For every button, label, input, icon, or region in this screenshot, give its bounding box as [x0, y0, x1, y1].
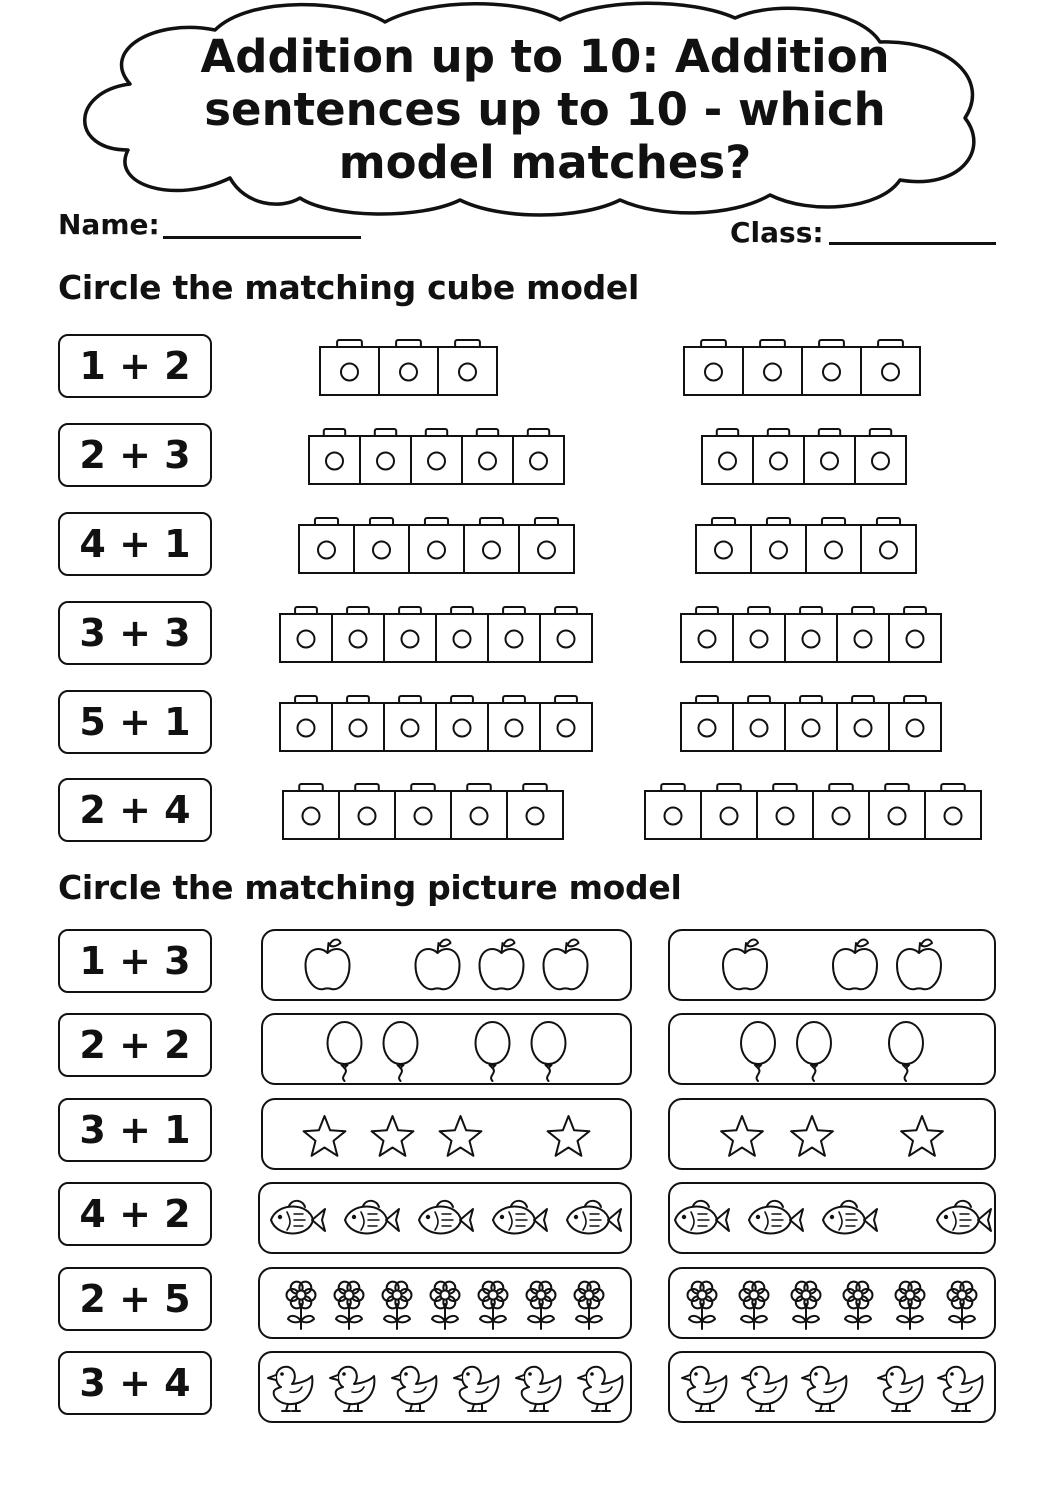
flower-icon — [431, 1282, 460, 1329]
flower-icon — [383, 1282, 412, 1329]
cube-option-right[interactable] — [694, 514, 918, 576]
star-icon — [791, 1116, 833, 1156]
cube-icon — [436, 607, 488, 662]
cube-icon — [785, 607, 837, 662]
cube-section-heading: Circle the matching cube model — [58, 268, 640, 307]
duck-icon — [516, 1367, 560, 1411]
cube-icon — [861, 340, 920, 395]
cube-icon — [645, 784, 701, 839]
picture-model — [668, 1267, 996, 1339]
flower-icon — [335, 1282, 364, 1329]
flower-icon — [479, 1282, 508, 1329]
cube-icon — [889, 607, 941, 662]
flower-icon — [948, 1282, 977, 1329]
balloon-icon — [797, 1022, 831, 1081]
cube-icon — [280, 696, 332, 751]
cube-equation-box: 3 + 3 — [58, 601, 212, 665]
cube-icon — [540, 696, 592, 751]
cube-option-left[interactable] — [318, 336, 499, 398]
cube-icon — [299, 518, 354, 573]
cube-icon — [513, 429, 564, 484]
cube-icon — [869, 784, 925, 839]
balloon-icon — [384, 1022, 418, 1081]
flower-icon — [740, 1282, 769, 1329]
picture-model — [261, 1013, 632, 1085]
picture-equation-box: 3 + 1 — [58, 1098, 212, 1162]
picture-model — [668, 1182, 996, 1254]
cube-option-right[interactable] — [679, 692, 943, 754]
cube-icon — [837, 696, 889, 751]
cube-icon — [696, 518, 751, 573]
cube-icon — [806, 518, 861, 573]
fish-icon — [675, 1201, 729, 1234]
cube-icon — [507, 784, 563, 839]
fish-icon — [271, 1201, 325, 1234]
duck-icon — [878, 1367, 922, 1411]
cube-option-right[interactable] — [679, 603, 943, 665]
cube-icon — [411, 429, 462, 484]
star-icon — [548, 1116, 590, 1156]
cube-option-right[interactable] — [643, 780, 983, 842]
cube-option-left[interactable] — [278, 603, 594, 665]
balloon-icon — [328, 1022, 362, 1081]
flower-icon — [844, 1282, 873, 1329]
fish-icon — [493, 1201, 547, 1234]
fish-icon — [749, 1201, 803, 1234]
fish-icon — [419, 1201, 473, 1234]
cube-icon — [757, 784, 813, 839]
cube-icon — [804, 429, 855, 484]
duck-icon — [392, 1367, 436, 1411]
cube-option-left[interactable] — [297, 514, 576, 576]
duck-icon — [454, 1367, 498, 1411]
duck-icon — [578, 1367, 622, 1411]
star-icon — [304, 1116, 346, 1156]
cube-icon — [332, 696, 384, 751]
star-icon — [721, 1116, 763, 1156]
flower-icon — [792, 1282, 821, 1329]
cube-icon — [438, 340, 497, 395]
duck-icon — [742, 1367, 786, 1411]
picture-model — [668, 1013, 996, 1085]
star-icon — [372, 1116, 414, 1156]
cube-icon — [802, 340, 861, 395]
cube-icon — [702, 429, 753, 484]
apple-icon — [480, 940, 524, 990]
picture-model — [261, 1098, 632, 1170]
picture-model — [258, 1351, 632, 1423]
picture-equation-box: 1 + 3 — [58, 929, 212, 993]
fish-icon — [823, 1201, 877, 1234]
cube-icon — [540, 607, 592, 662]
picture-equation-box: 3 + 4 — [58, 1351, 212, 1415]
picture-model — [668, 929, 996, 1001]
cube-icon — [837, 607, 889, 662]
cube-icon — [280, 607, 332, 662]
class-line[interactable] — [829, 242, 996, 245]
cube-icon — [785, 696, 837, 751]
cube-icon — [681, 607, 733, 662]
cube-icon — [360, 429, 411, 484]
flower-icon — [896, 1282, 925, 1329]
cube-icon — [354, 518, 409, 573]
star-icon — [440, 1116, 482, 1156]
cube-option-right[interactable] — [682, 336, 922, 398]
duck-icon — [682, 1367, 726, 1411]
fish-icon — [937, 1201, 991, 1234]
cube-option-left[interactable] — [278, 692, 594, 754]
cube-icon — [395, 784, 451, 839]
duck-icon — [938, 1367, 982, 1411]
name-label: Name: — [58, 208, 160, 241]
cube-icon — [409, 518, 464, 573]
cube-icon — [332, 607, 384, 662]
cube-icon — [339, 784, 395, 839]
cube-icon — [283, 784, 339, 839]
cube-icon — [753, 429, 804, 484]
cube-icon — [733, 696, 785, 751]
apple-icon — [897, 940, 941, 990]
cube-icon — [684, 340, 743, 395]
picture-equation-box: 4 + 2 — [58, 1182, 212, 1246]
apple-icon — [544, 940, 588, 990]
cube-icon — [813, 784, 869, 839]
cube-icon — [855, 429, 906, 484]
flower-icon — [527, 1282, 556, 1329]
cube-icon — [462, 429, 513, 484]
cube-icon — [925, 784, 981, 839]
cube-icon — [451, 784, 507, 839]
flower-icon — [575, 1282, 604, 1329]
cube-icon — [384, 696, 436, 751]
picture-model — [668, 1351, 996, 1423]
apple-icon — [306, 940, 350, 990]
name-line[interactable] — [163, 236, 361, 239]
cube-icon — [436, 696, 488, 751]
cube-option-left[interactable] — [307, 425, 566, 487]
cube-icon — [309, 429, 360, 484]
cube-icon — [488, 696, 540, 751]
flower-icon — [287, 1282, 316, 1329]
cube-icon — [681, 696, 733, 751]
cube-equation-box: 1 + 2 — [58, 334, 212, 398]
apple-icon — [723, 940, 767, 990]
balloon-icon — [741, 1022, 775, 1081]
duck-icon — [268, 1367, 312, 1411]
cube-option-right[interactable] — [700, 425, 908, 487]
cube-icon — [733, 607, 785, 662]
picture-equation-box: 2 + 5 — [58, 1267, 212, 1331]
fish-icon — [345, 1201, 399, 1234]
cube-equation-box: 2 + 3 — [58, 423, 212, 487]
balloon-icon — [476, 1022, 510, 1081]
cube-icon — [384, 607, 436, 662]
picture-model — [261, 929, 632, 1001]
picture-model — [258, 1182, 632, 1254]
class-label: Class: — [730, 216, 824, 249]
cube-equation-box: 2 + 4 — [58, 778, 212, 842]
cube-equation-box: 5 + 1 — [58, 690, 212, 754]
cube-icon — [889, 696, 941, 751]
flower-icon — [688, 1282, 717, 1329]
cube-icon — [861, 518, 916, 573]
apple-icon — [416, 940, 460, 990]
picture-model — [668, 1098, 996, 1170]
cube-icon — [751, 518, 806, 573]
cube-icon — [379, 340, 438, 395]
apple-icon — [833, 940, 877, 990]
worksheet-title: Addition up to 10: Addition sentences up to 10 - which model matches? — [200, 30, 890, 189]
duck-icon — [802, 1367, 846, 1411]
cube-icon — [519, 518, 574, 573]
cube-equation-box: 4 + 1 — [58, 512, 212, 576]
cube-icon — [701, 784, 757, 839]
picture-equation-box: 2 + 2 — [58, 1013, 212, 1077]
balloon-icon — [889, 1022, 923, 1081]
balloon-icon — [532, 1022, 566, 1081]
cube-option-left[interactable] — [281, 780, 565, 842]
cube-icon — [464, 518, 519, 573]
star-icon — [901, 1116, 943, 1156]
cube-icon — [320, 340, 379, 395]
picture-model — [258, 1267, 632, 1339]
cube-icon — [488, 607, 540, 662]
cube-icon — [743, 340, 802, 395]
fish-icon — [567, 1201, 621, 1234]
duck-icon — [330, 1367, 374, 1411]
picture-section-heading: Circle the matching picture model — [58, 868, 682, 907]
